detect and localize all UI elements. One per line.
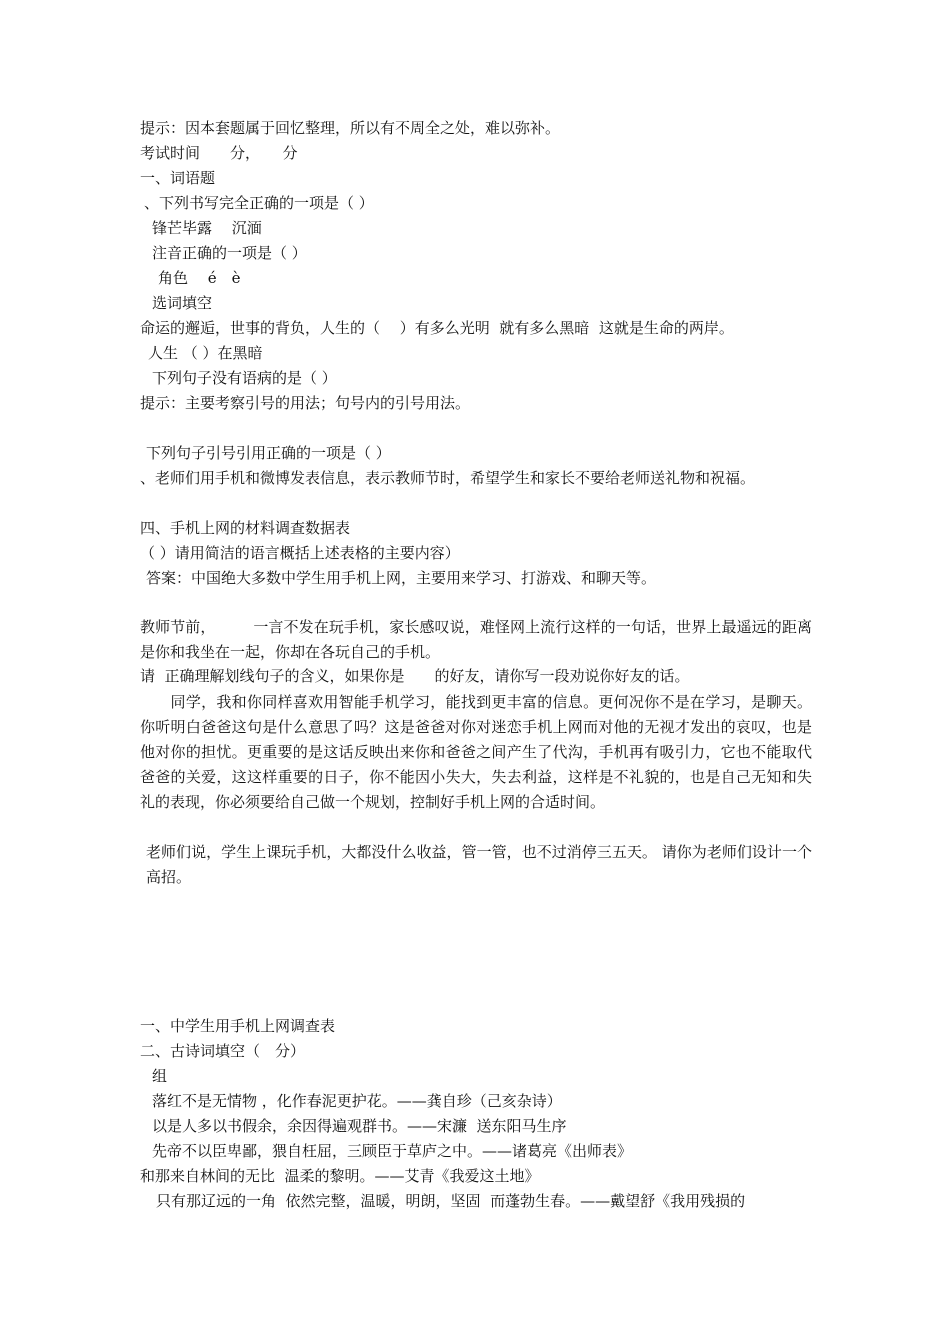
question-3-blank: 人生 （ ）在黑暗 <box>148 344 263 362</box>
question-3-sentence: 命运的邂逅，世事的背负，人生的（ ）有多么光明 就有多么黑暗 这就是生命的两岸。 <box>140 319 734 337</box>
teacher-paragraph: 老师们说，学生上课玩手机，大都没什么收益，管一管，也不过消停三五天。 请你为老师们设计一个高招。 <box>146 843 812 886</box>
question-1-option: 锋芒毕露 沉湎 <box>152 219 262 237</box>
part2-item-1: 一、中学生用手机上网调查表 <box>140 1017 336 1035</box>
section-4-question: （ ）请用简洁的语言概括上述表格的主要内容） <box>140 544 460 562</box>
poem-line-2: 以是人多以书假余，余因得遍观群书。——宋濂 送东阳马生序 <box>152 1117 567 1135</box>
tip-line: 提示：因本套题属于回忆整理，所以有不周全之处，难以弥补。 <box>140 119 561 137</box>
answer-paragraph: 同学，我和你同样喜欢用智能手机学习，能找到更丰富的信息。更何况你不是在学习，是聊天。你听明白爸爸这句是什么意思了吗？这是爸爸对你对迷恋手机上网而对他的无视才发出的哀叹，也是他对你的担忧。更重要的是这话反映出来你和爸爸之间产生了代沟，手机再有吸引力，它也不能取代爸爸的关爱，这这样重要的日子，你不能因小失大，失去利益，这样是不礼貌的，也是自己无知和失礼的表现，你必须要给自己做一个规划，控制好手机上网的合适时间。 <box>140 693 812 811</box>
poem-line-3: 先帝不以臣卑鄙，猥自枉屈，三顾臣于草庐之中。——诸葛亮《出师表》 <box>152 1142 633 1160</box>
question-4-tip: 提示：主要考察引号的用法；句号内的引号用法。 <box>140 394 471 412</box>
question-2-option: 角色 é è <box>158 269 241 287</box>
section-1-heading: 一、词语题 <box>140 169 216 187</box>
poem-line-5: 只有那辽远的一角 依然完整，温暖，明朗，坚固 而蓬勃生春。——戴望舒《我用残损的 <box>156 1192 746 1210</box>
poem-line-1: 落红不是无情物 ，化作春泥更护花。——龚自珍（己亥杂诗） <box>152 1092 562 1110</box>
exam-time-line: 考试时间 分， 分 <box>140 144 298 162</box>
question-4: 下列句子没有语病的是（ ） <box>152 369 337 387</box>
question-1: 、下列书写完全正确的一项是（ ） <box>144 194 374 212</box>
section-4-answer: 答案：中国绝大多数中学生用手机上网，主要用来学习、打游戏、和聊天等。 <box>146 569 657 587</box>
story-question: 请 正确理解划线句子的含义，如果你是 的好友，请你写一段劝说你好友的话。 <box>140 667 690 685</box>
part2-item-2: 二、古诗词填空（ 分） <box>140 1042 306 1060</box>
question-5-sentence: 、老师们用手机和微博发表信息，表示教师节时，希望学生和家长不要给老师送礼物和祝福。 <box>140 469 756 487</box>
section-4-heading: 四、手机上网的材料调查数据表 <box>140 519 351 537</box>
poem-line-4: 和那来自林间的无比 温柔的黎明。——艾青《我爱这土地》 <box>140 1167 540 1185</box>
story-paragraph: 教师节前， 一言不发在玩手机，家长感叹说，难怪网上流行这样的一句话，世界上最遥远的距离是你和我坐在一起，你却在各玩自己的手机。 <box>140 618 812 661</box>
question-3: 选词填空 <box>152 294 213 312</box>
question-2: 注音正确的一项是（ ） <box>152 244 307 262</box>
group-label: 组 <box>152 1067 168 1085</box>
question-5: 下列句子引号引用正确的一项是（ ） <box>146 444 391 462</box>
